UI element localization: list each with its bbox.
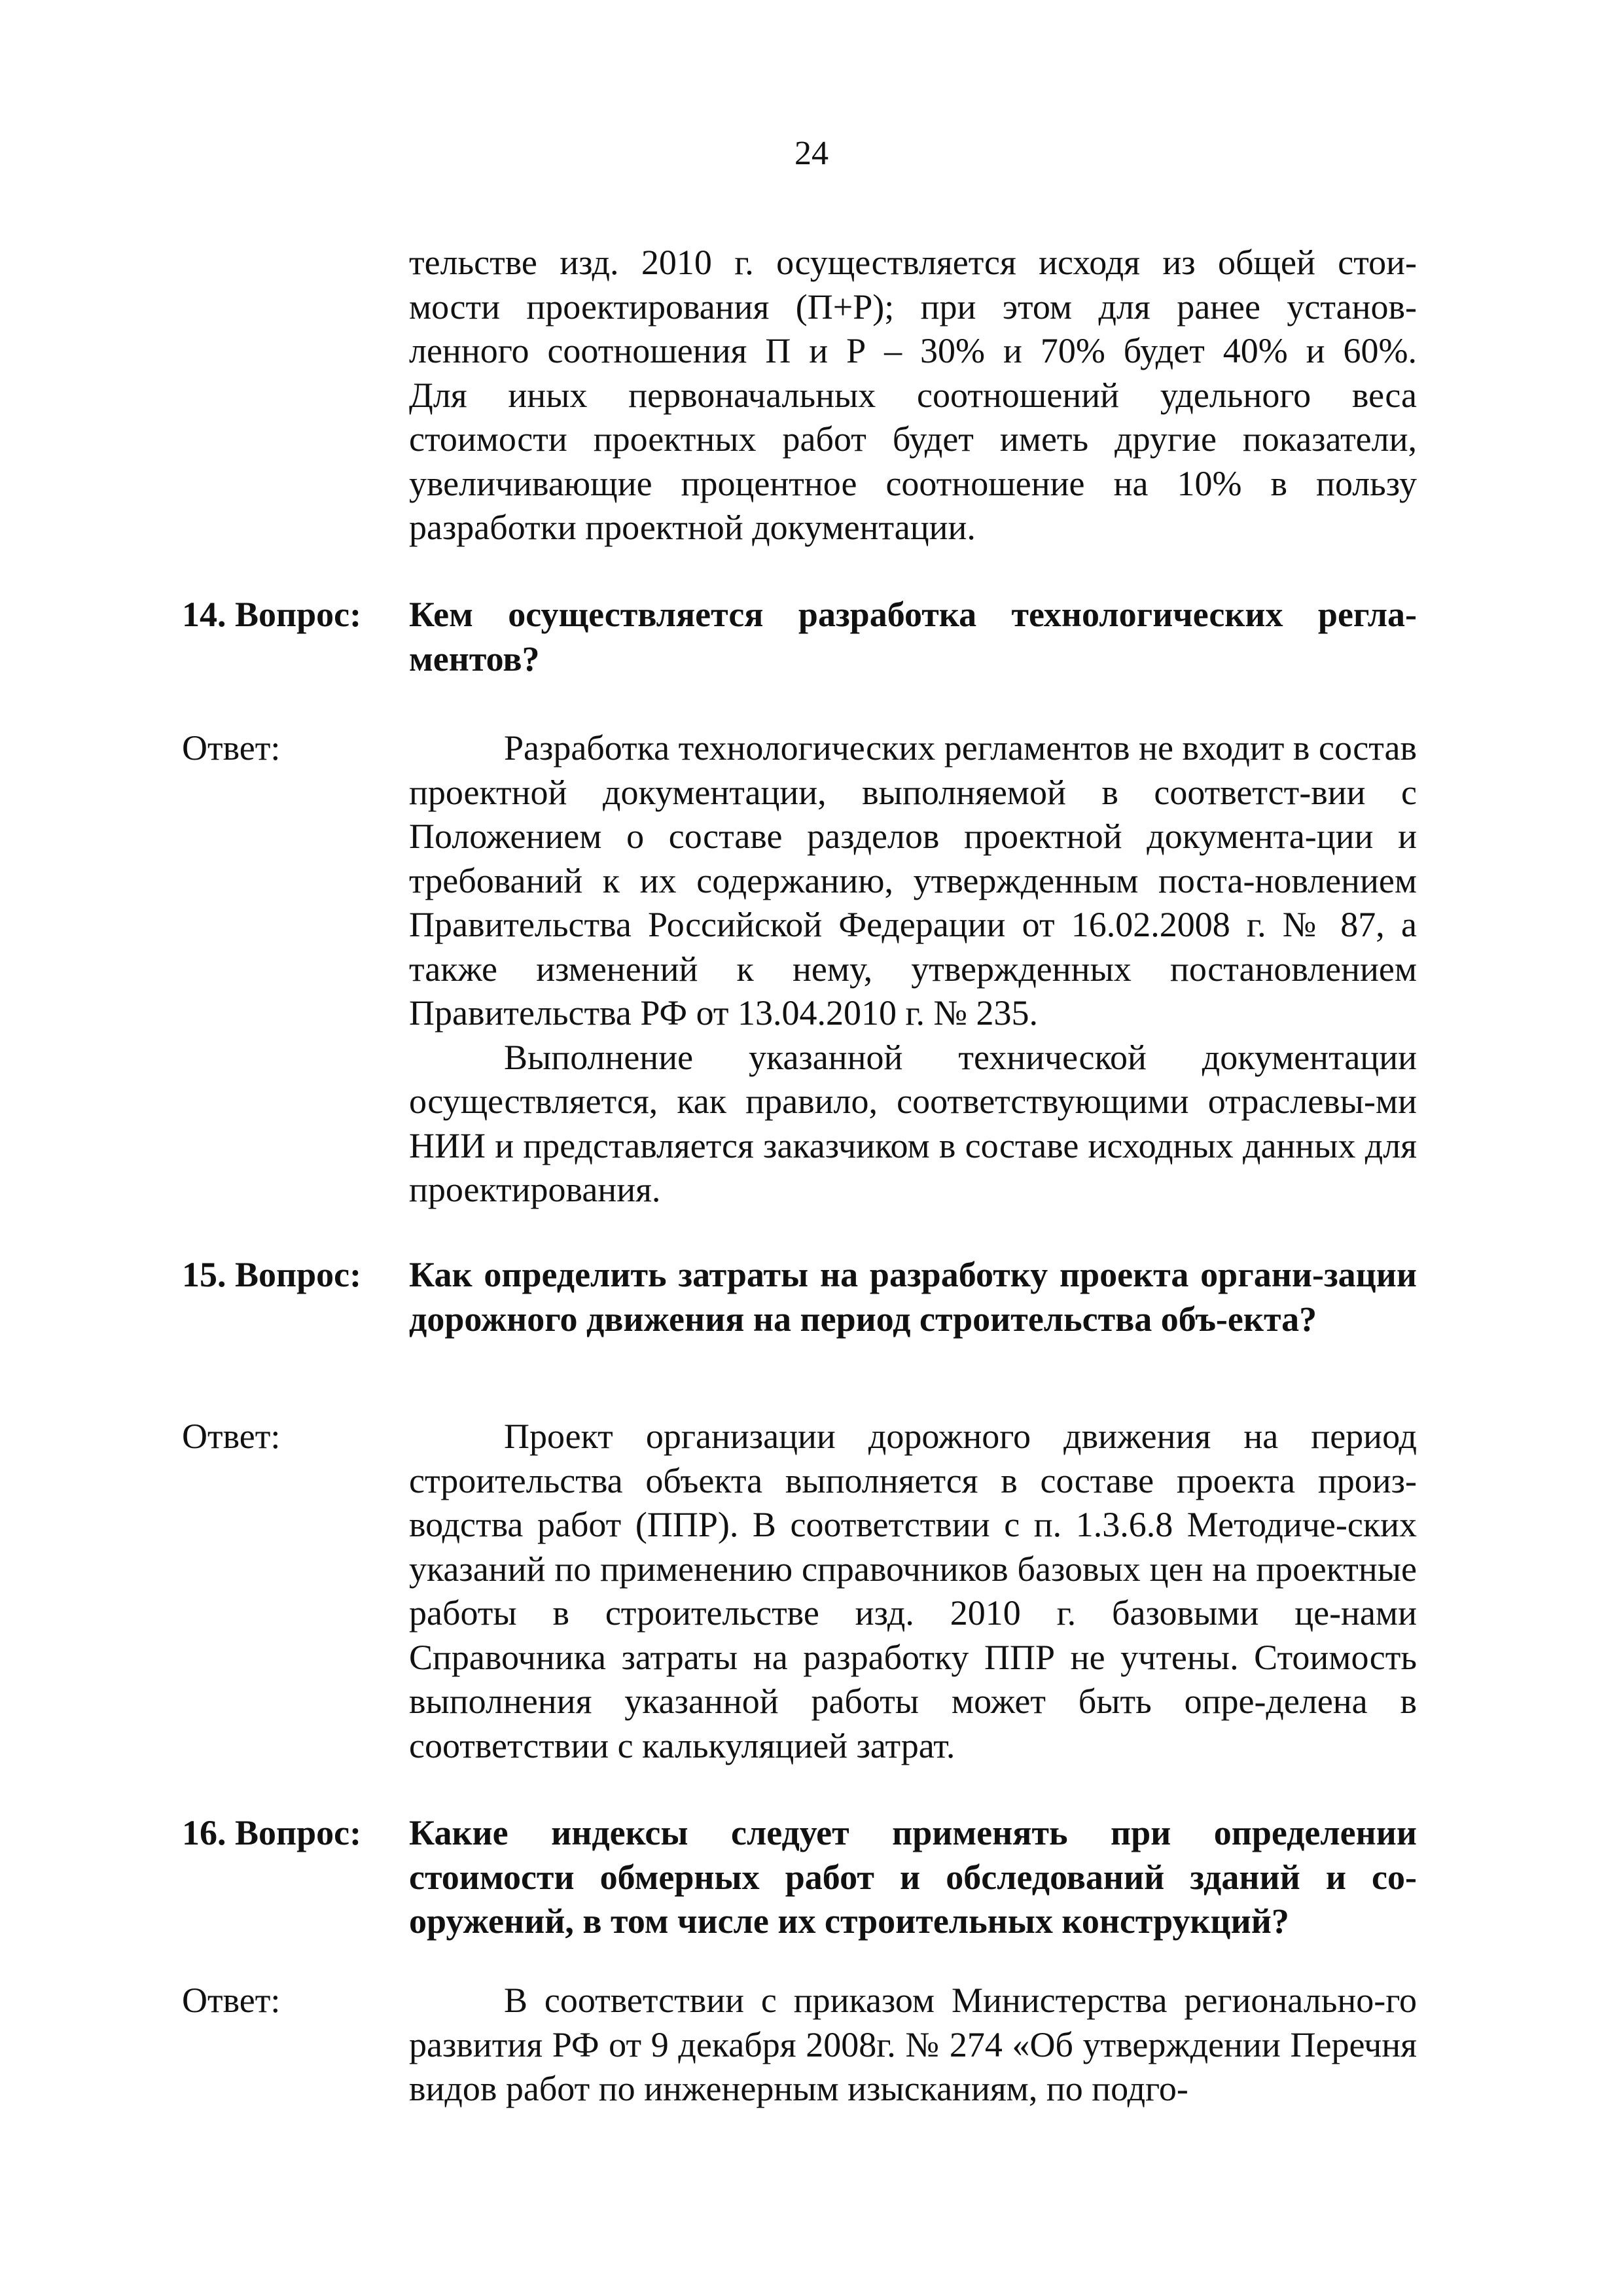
question-14-label: 14. Вопрос:: [182, 595, 362, 634]
question-15-label: 15. Вопрос:: [182, 1255, 362, 1294]
answer-14-text: [409, 726, 1417, 1212]
question-16-paragraph: Какие индексы следует применять при определении стоимости обмерных работ и обследований зданий и со-оружений, в том числе их строительных конструкций?: [409, 1813, 1417, 1941]
answer-15-text: [409, 1415, 1417, 1768]
question-16-label: 16. Вопрос:: [182, 1813, 362, 1852]
answer-14-paragraph-1: Разработка технологических регламентов не входит в состав проектной документации, выполняемой в соответст-вии с Положением о составе разделов проектной документа-ции и требований к их содержанию, утвержденным поста-новлением Правительства Российской Федерации от 16.02.2008 г. № 87, а также изменений к нему, утвержденных постановлением Правительства РФ от 13.04.2010 г. № 235.: [409, 728, 1417, 1033]
answer-14-paragraph-2: Выполнение указанной технической документации осуществляется, как правило, соответствующими отраслевы-ми НИИ и представляется заказчиком в составе исходных данных для проектирования.: [409, 1037, 1417, 1209]
question-15-paragraph: Как определить затраты на разработку проекта органи-зации дорожного движения на период строительства объ-екта?: [409, 1255, 1417, 1339]
continuation-line: ленного соотношения П и Р – 30% и 70% будет 40% и 60%.: [409, 331, 1417, 370]
question-14-text: [409, 593, 1417, 681]
answer-15-label: Ответ:: [182, 1417, 281, 1456]
question-16-text: [409, 1811, 1417, 1944]
continuation-line: увеличивающие процентное соотношение на 10% в пользу: [409, 463, 1417, 503]
continuation-line: тельстве изд. 2010 г. осуществляется исходя из общей стои-: [409, 243, 1417, 282]
answer-16-text: [409, 1979, 1417, 2111]
answer-16-paragraph-1: В соответствии с приказом Министерства регионально-го развития РФ от 9 декабря 2008г. № 274 «Об утверждении Перечня видов работ по инженерным изысканиям, по подго-: [409, 1981, 1417, 2108]
question-14-paragraph: Кем осуществляется разработка технологических регла-ментов?: [409, 595, 1417, 679]
continuation-line: мости проектирования (П+Р); при этом для ранее установ-: [409, 287, 1417, 327]
answer-15-paragraph-1: Проект организации дорожного движения на период строительства объекта выполняется в составе проекта произ-водства работ (ППР). В соответствии с п. 1.3.6.8 Методиче-ских указаний по применению справочников базовых цен на проектные работы в строительстве изд. 2010 г. базовыми це-нами Справочника затраты на разработку ППР не учтены. Стоимость выполнения указанной работы может быть опре-делена в соответствии с калькуляцией затрат.: [409, 1417, 1417, 1765]
continuation-line: разработки проектной документации.: [409, 508, 976, 547]
answer-16-label: Ответ:: [182, 1981, 281, 2020]
page-number: 24: [794, 135, 829, 172]
question-15-text: [409, 1253, 1417, 1341]
answer-14-label: Ответ:: [182, 728, 281, 768]
continuation-paragraph: [409, 241, 1417, 550]
continuation-line: Для иных первоначальных соотношений удельного веса: [409, 375, 1417, 415]
continuation-line: стоимости проектных работ будет иметь другие показатели,: [409, 419, 1417, 459]
